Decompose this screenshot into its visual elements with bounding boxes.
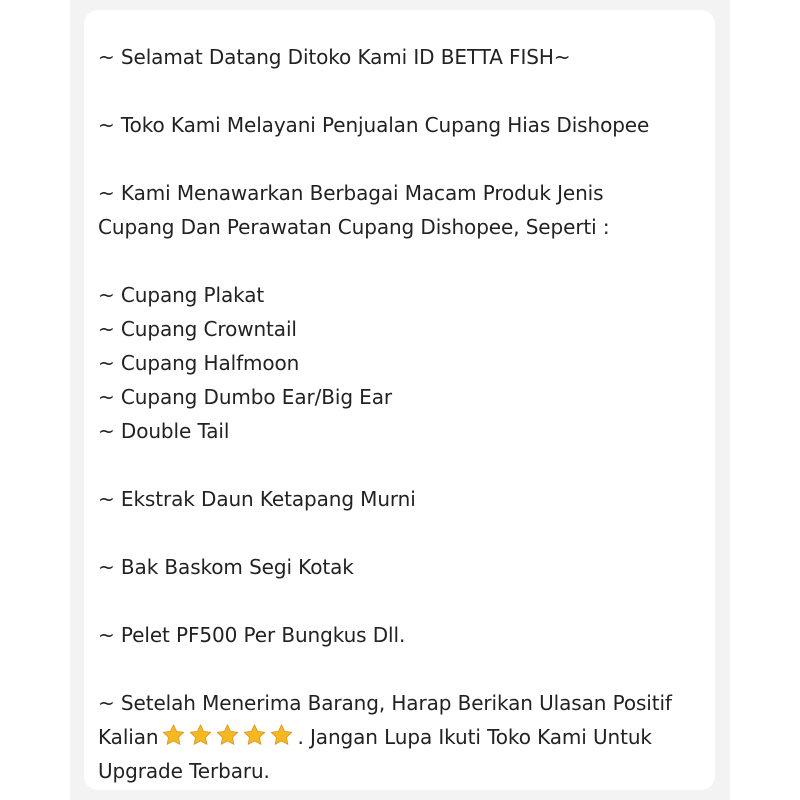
offer-line-continued: Cupang Dan Perawatan Cupang Dishopee, Seperti : — [98, 215, 610, 239]
star-icon — [241, 723, 268, 747]
product-item-plakat: ~ Cupang Plakat — [98, 283, 265, 307]
blank-line — [98, 244, 703, 278]
product-item-halfmoon: ~ Cupang Halfmoon — [98, 351, 300, 375]
closing-line-with-stars — [98, 720, 703, 754]
offer-line: ~ Kami Menawarkan Berbagai Macam Produk Jenis — [98, 181, 604, 205]
product-item-double-tail: ~ Double Tail — [98, 419, 230, 443]
product-description-text — [98, 40, 703, 788]
blank-line — [98, 448, 703, 482]
product-item-dumbo-ear: ~ Cupang Dumbo Ear/Big Ear — [98, 385, 392, 409]
star-icon — [268, 723, 295, 747]
extract-line: ~ Ekstrak Daun Ketapang Murni — [98, 487, 416, 511]
rating-stars — [160, 723, 295, 757]
product-description-card — [84, 10, 715, 790]
blank-line — [98, 74, 703, 108]
pellet-line: ~ Pelet PF500 Per Bungkus Dll. — [98, 623, 406, 647]
closing-text-before-stars: Kalian — [98, 725, 159, 749]
blank-line — [98, 584, 703, 618]
closing-text-after-stars: . Jangan Lupa Ikuti Toko Kami Untuk — [297, 725, 652, 749]
welcome-line: ~ Selamat Datang Ditoko Kami ID BETTA FISH~ — [98, 45, 571, 69]
star-icon — [160, 723, 187, 747]
blank-line — [98, 652, 703, 686]
star-icon — [187, 723, 214, 747]
blank-line — [98, 516, 703, 550]
closing-line: ~ Setelah Menerima Barang, Harap Berikan Ulasan Positif — [98, 691, 672, 715]
star-icon — [214, 723, 241, 747]
closing-line-end: Upgrade Terbaru. — [98, 759, 270, 783]
basin-line: ~ Bak Baskom Segi Kotak — [98, 555, 354, 579]
blank-line — [98, 142, 703, 176]
product-item-crowntail: ~ Cupang Crowntail — [98, 317, 297, 341]
service-line: ~ Toko Kami Melayani Penjualan Cupang Hias Dishopee — [98, 113, 650, 137]
